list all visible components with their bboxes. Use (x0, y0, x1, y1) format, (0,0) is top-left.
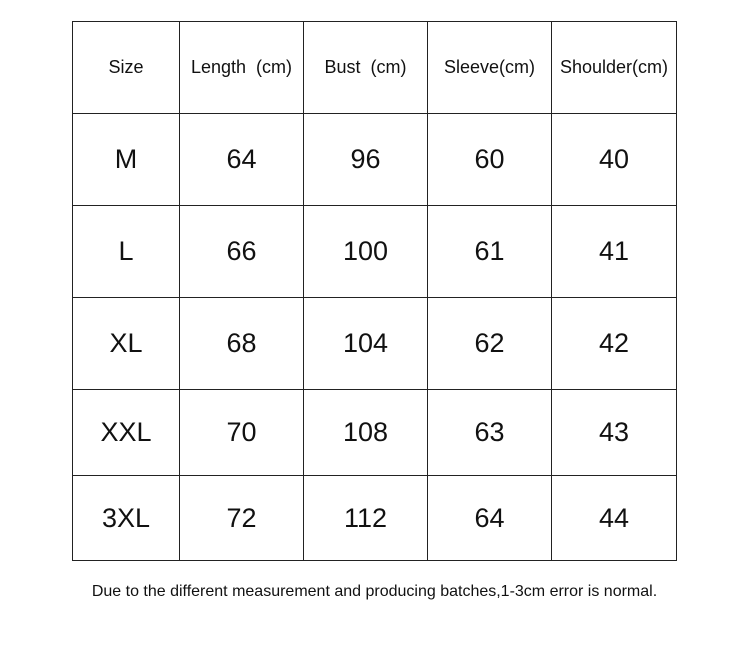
size-cell: XXL (73, 390, 180, 476)
length-cell: 72 (180, 476, 304, 561)
bust-cell: 104 (304, 298, 428, 390)
sleeve-cell: 62 (428, 298, 552, 390)
sleeve-cell: 60 (428, 114, 552, 206)
size-chart-table (72, 21, 677, 561)
table-row (73, 298, 677, 390)
bust-cell: 100 (304, 206, 428, 298)
header-sleeve: Sleeve(cm) (428, 22, 552, 114)
sleeve-cell: 61 (428, 206, 552, 298)
length-cell: 70 (180, 390, 304, 476)
header-bust: Bust (cm) (304, 22, 428, 114)
table-row (73, 206, 677, 298)
length-cell: 64 (180, 114, 304, 206)
size-cell: L (73, 206, 180, 298)
shoulder-cell: 43 (552, 390, 677, 476)
shoulder-cell: 44 (552, 476, 677, 561)
table-row (73, 114, 677, 206)
header-size: Size (73, 22, 180, 114)
table-header-row (73, 22, 677, 114)
size-cell: 3XL (73, 476, 180, 561)
size-cell: XL (73, 298, 180, 390)
size-cell: M (73, 114, 180, 206)
sleeve-cell: 63 (428, 390, 552, 476)
measurement-note: Due to the different measurement and producing batches,1-3cm error is normal. (91, 583, 658, 600)
shoulder-cell: 40 (552, 114, 677, 206)
shoulder-cell: 41 (552, 206, 677, 298)
bust-cell: 112 (304, 476, 428, 561)
table-row (73, 476, 677, 561)
bust-cell: 108 (304, 390, 428, 476)
shoulder-cell: 42 (552, 298, 677, 390)
table-row (73, 390, 677, 476)
length-cell: 68 (180, 298, 304, 390)
length-cell: 66 (180, 206, 304, 298)
bust-cell: 96 (304, 114, 428, 206)
header-length: Length (cm) (180, 22, 304, 114)
header-shoulder: Shoulder(cm) (552, 22, 677, 114)
sleeve-cell: 64 (428, 476, 552, 561)
